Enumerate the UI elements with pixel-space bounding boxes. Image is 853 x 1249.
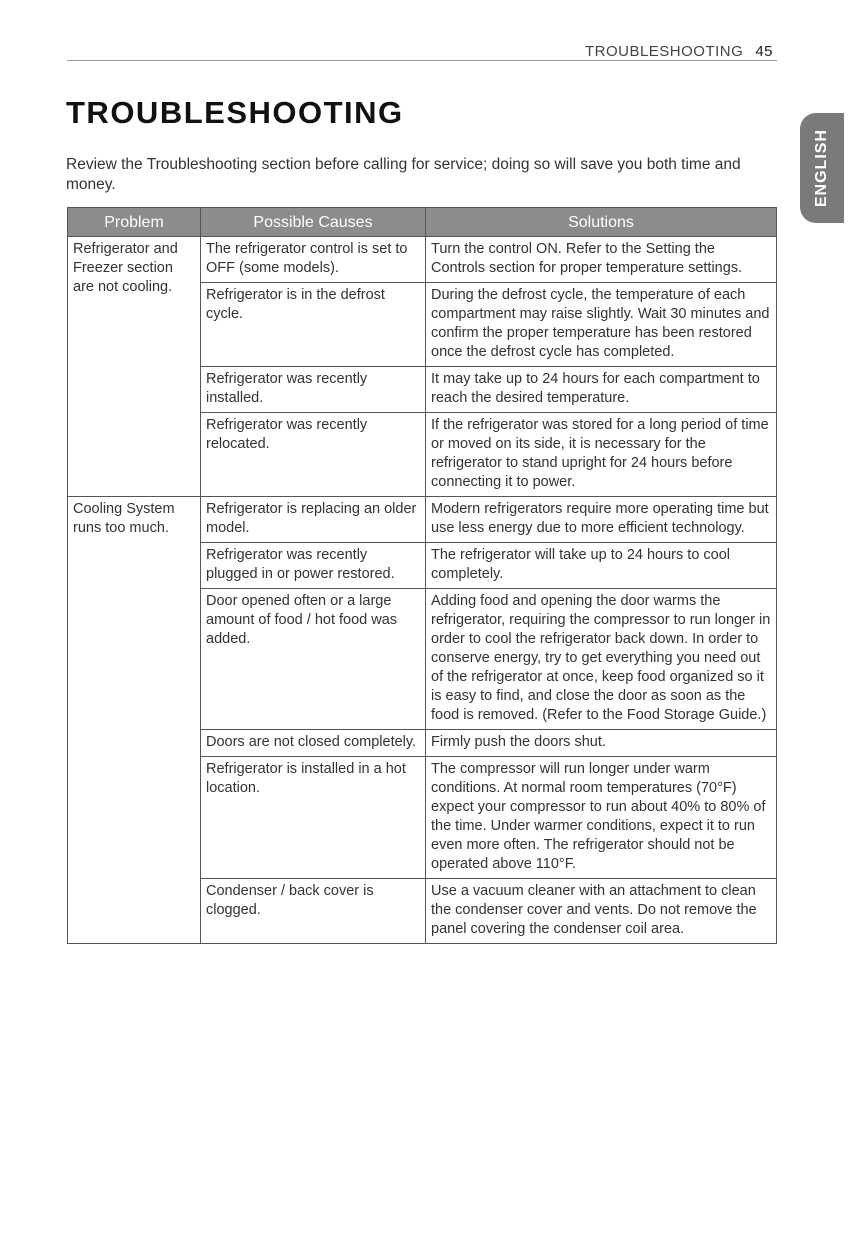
- solution-cell: It may take up to 24 hours for each compartment to reach the desired temperature.: [426, 367, 777, 413]
- header-rule: [67, 60, 777, 61]
- page-title: TROUBLESHOOTING: [66, 95, 404, 130]
- cause-cell: Refrigerator is replacing an older model.: [201, 497, 426, 543]
- language-tab: [800, 113, 844, 223]
- cause-cell: Refrigerator was recently relocated.: [201, 413, 426, 497]
- troubleshooting-table: [67, 207, 777, 944]
- table-row: [68, 497, 777, 543]
- problem-cell: Refrigerator and Freezer section are not cooling.: [68, 237, 201, 497]
- solution-cell: The refrigerator will take up to 24 hours to cool completely.: [426, 543, 777, 589]
- header-possible-causes: Possible Causes: [201, 208, 426, 237]
- solution-cell: Modern refrigerators require more operating time but use less energy due to more efficient technology.: [426, 497, 777, 543]
- cause-cell: Refrigerator was recently installed.: [201, 367, 426, 413]
- cause-cell: Refrigerator is installed in a hot location.: [201, 757, 426, 879]
- header-solutions: Solutions: [426, 208, 777, 237]
- page-number: 45: [755, 43, 773, 60]
- language-tab-label: ENGLISH: [813, 128, 830, 208]
- cause-cell: Doors are not closed completely.: [201, 730, 426, 757]
- cause-cell: Condenser / back cover is clogged.: [201, 879, 426, 944]
- solution-cell: If the refrigerator was stored for a long period of time or moved on its side, it is necessary for the refrigerator to stand upright for 24 hours before connecting it to power.: [426, 413, 777, 497]
- solution-cell: Turn the control ON. Refer to the Setting the Controls section for proper temperature settings.: [426, 237, 777, 283]
- running-header: [585, 43, 773, 60]
- intro-paragraph: Review the Troubleshooting section before calling for service; doing so will save you both time and money.: [66, 156, 741, 193]
- solution-cell: The compressor will run longer under warm conditions. At normal room temperatures (70°F) expect your compressor to run about 40% to 80% of the time. Under warmer conditions, expect it to run even more often. The refrigerator should not be operated above 110°F.: [426, 757, 777, 879]
- solution-cell: During the defrost cycle, the temperature of each compartment may raise slightly. Wait 30 minutes and confirm the proper temperature has been restored once the defrost cycle has completed.: [426, 283, 777, 367]
- problem-cell: Cooling System runs too much.: [68, 497, 201, 944]
- cause-cell: The refrigerator control is set to OFF (some models).: [201, 237, 426, 283]
- running-header-section: TROUBLESHOOTING: [584, 43, 744, 60]
- table-row: [68, 237, 777, 283]
- cause-cell: Door opened often or a large amount of food / hot food was added.: [201, 589, 426, 730]
- table-header-row: [68, 208, 777, 237]
- cause-cell: Refrigerator is in the defrost cycle.: [201, 283, 426, 367]
- solution-cell: Use a vacuum cleaner with an attachment to clean the condenser cover and vents. Do not remove the panel covering the condenser coil area.: [426, 879, 777, 944]
- solution-cell: Firmly push the doors shut.: [426, 730, 777, 757]
- header-problem: Problem: [68, 208, 201, 237]
- cause-cell: Refrigerator was recently plugged in or power restored.: [201, 543, 426, 589]
- solution-cell: Adding food and opening the door warms the refrigerator, requiring the compressor to run longer in order to cool the refrigerator back down. In order to conserve energy, try to get everything you need out of the refrigerator at once, keep food organized so it is easy to find, and close the door as soon as the food is removed. (Refer to the Food Storage Guide.): [426, 589, 777, 730]
